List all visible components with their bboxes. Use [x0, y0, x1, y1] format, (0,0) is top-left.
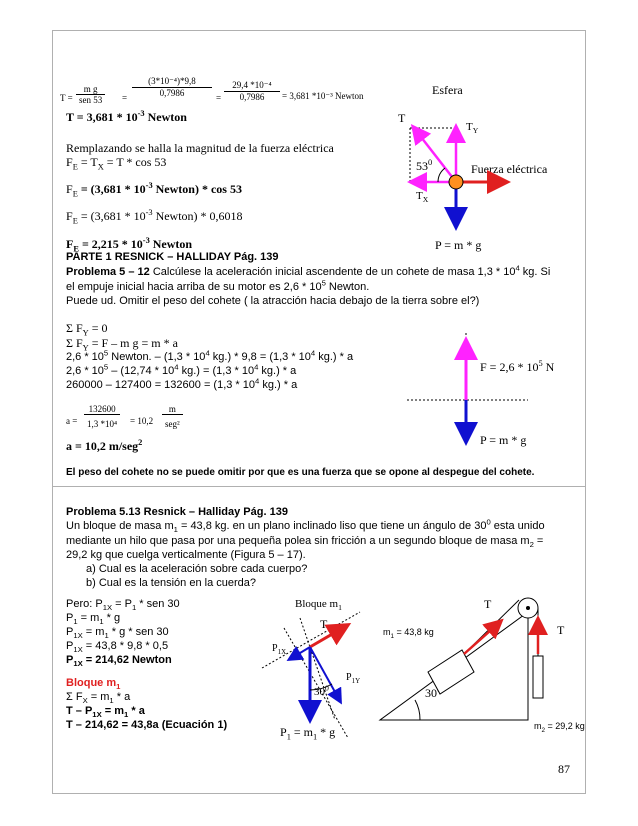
p2-text1-b: = 43,8 kg. en un plano inclinado liso que tiene un ángulo de 30 — [177, 520, 487, 532]
calc-l1-b: = P — [112, 598, 132, 610]
fbd-tension-label: T — [320, 617, 328, 631]
fbd-p1y-text: P — [346, 672, 352, 683]
accel-lhs: a = — [66, 416, 78, 426]
calc-line5: $P_{1X} = 214,62$ Newton — [66, 654, 172, 669]
angle-53-label: $53^0$ — [416, 158, 433, 173]
fe3-label: F — [66, 209, 73, 223]
weight-label: P = m * g — [435, 238, 482, 252]
problem-5-13-line2: mediante un hilo que pasa por una pequeña polea sin fricción a un segundo bloque de masa $m_2$ = — [66, 535, 544, 550]
fe-label: F — [66, 155, 73, 169]
thrust-exp: 5 — [538, 359, 543, 368]
problem-5-12-text1-end: kg. Si — [519, 266, 551, 278]
p2-text1-c: esta unido — [490, 520, 545, 532]
tx-label: $T_X$ — [416, 190, 429, 205]
eq1-line: $T - P_{1X} = m_1 * a$ — [66, 705, 145, 720]
fbd-bloque-text: Bloque m — [295, 598, 339, 610]
fbd-p1y-label: $P_{1Y}$ — [346, 672, 361, 685]
sum-fx-line: Σ $F_X = m_1 * a$ — [66, 691, 131, 706]
problem-5-12-text2: el empuje inicial hacia arriba de su motor es 2,6 * 10 — [66, 281, 322, 293]
accel-result-text: a = 10,2 m/seg — [66, 439, 139, 453]
fbd-p1x-text: P — [272, 643, 278, 654]
pulley-axle — [526, 606, 530, 610]
t-result-exp: -3 — [137, 109, 145, 118]
p2-text1: Un bloque de masa m — [66, 520, 174, 532]
calc-line1: Pero: $P_{1X} = P_1$ * sen 30 — [66, 598, 180, 613]
m1-text: m — [383, 627, 391, 637]
problem-5-13-line1: Un bloque de masa $m_1 = 43,8$ kg. en un plano inclinado liso que tiene un ángulo de $30^0$ esta unido — [66, 517, 545, 535]
calc-l5-b: = 214,62 Newton — [82, 654, 172, 666]
problem-5-12-exp1: 4 — [515, 263, 520, 273]
eq1-c: * a — [128, 705, 145, 717]
calc-l3-a: P — [66, 626, 74, 638]
eq-a-2: Newton. – (1,3 * 10 — [108, 351, 206, 363]
angle-53-text: 53 — [416, 159, 428, 173]
question-a: a) Cual es la aceleración sobre cada cuerpo? — [86, 563, 308, 575]
eq2-line: T – 214,62 = 43,8a (Ecuación 1) — [66, 719, 228, 731]
incline-tension-arrow-1 — [464, 622, 500, 654]
fraction-3-num: 29,4 *10⁻⁴ — [224, 80, 280, 92]
fe-equation-2: $F_E = (3,681 * 10^{-3}$ Newton) * cos 53 — [66, 181, 242, 199]
calc-l3-b: = m — [82, 626, 105, 638]
problem-5-12-text2-end: Newton. — [325, 281, 370, 293]
bloque-m1-text: Bloque m — [66, 677, 117, 689]
calc-l2-c: * g — [103, 612, 121, 624]
problem-5-12-text1: Calcúlese la aceleración inicial ascendente de un cohete de masa 1,3 * 10 — [149, 266, 516, 278]
fe-result: $F_E = 2,215 * 10^{-3}$ Newton — [66, 236, 193, 254]
m2-tail: = 29,2 kg — [545, 721, 585, 731]
esfera-label: Esfera — [432, 83, 463, 97]
calc-l2-a: P — [66, 612, 74, 624]
sum-fx-a: Σ F — [66, 691, 83, 703]
rocket-weight-label: P = m * g — [480, 433, 527, 447]
tension-label: T — [398, 111, 406, 125]
question-b: b) Cual es la tensión en la cuerda? — [86, 577, 256, 589]
tx-text: T — [416, 190, 423, 202]
p2-text2-b: = — [533, 535, 544, 547]
sum-fy-zero: Σ $F_Y = 0$ — [66, 321, 108, 338]
eq-c-2: kg.) * a — [259, 379, 298, 391]
eq-line-c: $260000 - 127400 = 132600 = (1,3 * 10^4$ kg.) * a — [66, 376, 298, 391]
parte-title: PARTE 1 RESNICK – HALLIDAY Pág. 139 — [66, 251, 279, 263]
calc-l4-b: = 43,8 * 9,8 * 0,5 — [82, 640, 169, 652]
eq1-b: = m — [101, 705, 125, 717]
fbd-p1x-label: $P_{1X}$ — [272, 643, 287, 656]
calc-line2: $P_1 = m_1 * g$ — [66, 612, 121, 627]
accel-unit-den: seg² — [165, 419, 180, 429]
fraction-mg-num: m g — [76, 84, 105, 95]
calc-l2-b: = m — [77, 612, 100, 624]
calc-line3: $P_{1X} = m_1 * g$ * sen 30 — [66, 626, 169, 641]
calc-line4: $P_{1X} = 43,8 * 9,8 * 0,5$ — [66, 640, 169, 655]
fbd-weight-label: $P_1 = m_1 * g$ — [280, 725, 336, 742]
sum-fy1-tail: = F – m g = m * a — [88, 336, 178, 350]
sum-fy-eq: Σ $F_Y = F - m$ g = m * a — [66, 336, 178, 353]
calc-l1-c: * sen 30 — [136, 598, 180, 610]
t-result-text: T = 3,681 * 10 — [66, 110, 138, 124]
fe4-exp: -3 — [142, 236, 150, 245]
problem-5-12-line3: Puede ud. Omitir el peso del cohete ( la atracción hacia debajo de la tierra sobre el?) — [66, 295, 480, 307]
eq-a-3: kg.) * 9,8 = (1,3 * 10 — [209, 351, 311, 363]
equals-1: = — [122, 93, 128, 103]
calc-l4-a: P — [66, 640, 74, 652]
accel-value: = 10,2 — [130, 416, 154, 426]
eq-b-3: kg.) = (1,3 * 10 — [178, 365, 255, 377]
fraction-mg-den: sen 53 — [79, 95, 103, 105]
incline-angle-text: 30 — [425, 686, 437, 700]
incline-tension-label-2: T — [557, 623, 565, 637]
thrust-text: F = 2,6 * 10 — [480, 360, 539, 374]
inline-result: = 3,681 *10⁻³ Newton — [282, 91, 364, 101]
fraction-3-den: 0,7986 — [239, 92, 265, 102]
sum-fy0-label: Σ F — [66, 321, 83, 335]
fbd-weight-c: * g — [317, 725, 336, 739]
fe2-label: F — [66, 182, 73, 196]
eq-b-2: – (12,74 * 10 — [108, 365, 175, 377]
eq-a-1: 2,6 * 10 — [66, 351, 104, 363]
fe2-exp: -3 — [145, 181, 153, 190]
m1-tail: = 43,8 kg — [394, 627, 434, 637]
incline-tension-label-1: T — [484, 597, 492, 611]
problem-5-13-title: Problema 5.13 Resnick – Halliday Pág. 139 — [66, 506, 288, 518]
formula-t-lhs: T = — [60, 93, 73, 103]
accel-result: a = 10,2 m/seg$^2$ — [66, 438, 143, 453]
fe3-end: Newton) * 0,6018 — [152, 209, 243, 223]
block-m2 — [533, 656, 543, 698]
eq-b-4: kg.) * a — [258, 365, 297, 377]
m2-label: $m_2 = 29,2$ kg — [534, 721, 585, 734]
calc-l5-a: P — [66, 654, 74, 666]
calc-l3-c: * g * sen 30 — [108, 626, 169, 638]
eq-line-b: $2,6 * 10^5 - (12,74 * 10^4$ $kg.) = (1,3 * 10^4$ kg.) * a — [66, 362, 297, 377]
eq-c-1: 260000 – 127400 = 132600 = (1,3 * 10 — [66, 379, 256, 391]
problem-5-12-exp2: 5 — [321, 278, 326, 288]
fe3-tail: = (3,681 * 10 — [77, 209, 146, 223]
fe4-label: F — [66, 237, 74, 251]
m1-label: $m_1 = 43,8$ kg — [383, 627, 434, 640]
accel-unit-num: m — [162, 404, 183, 415]
m2-text: m — [534, 721, 542, 731]
eq-b-1: 2,6 * 10 — [66, 365, 104, 377]
fbd-weight-a: P — [280, 725, 287, 739]
conclusion-text: El peso del cohete no se puede omitir por que es una fuerza que se opone al despegue del cohete. — [66, 467, 535, 478]
fe-equation-3: $F_E = (3,681 * 10^{-3}$ Newton) * 0,6018 — [66, 208, 243, 226]
incline-angle-arc — [415, 700, 420, 720]
fbd-angle-label: $30^0$ — [314, 683, 329, 698]
sum-fx-b: = m — [87, 691, 110, 703]
fraction-2-den: 0,7986 — [159, 88, 185, 98]
ty-label: $T_Y$ — [466, 121, 479, 136]
fe-equation: $F_E = T_X = T * \cos 53$ — [66, 155, 167, 172]
fuerza-electrica-label: Fuerza eléctrica — [471, 162, 548, 176]
fe4-tail: = 2,215 * 10 — [78, 237, 143, 251]
page-number: 87 — [558, 762, 570, 776]
accel-num: 132600 — [84, 404, 120, 415]
sum-fy0-tail: = 0 — [88, 321, 108, 335]
calc-l1-a: Pero: P — [66, 598, 103, 610]
fbd-bloque-label: Bloque $m_1$ — [295, 598, 342, 613]
remplazando-line: Remplazando se halla la magnitud de la fuerza eléctrica — [66, 141, 334, 155]
fbd-angle-text: 30 — [314, 686, 325, 698]
thrust-unit: N — [542, 360, 555, 374]
eq-line-a: $2,6 * 10^5$ Newton. – ($1,3 * 10^4$ $kg.) * 9,8 = (1,3 * 10^4$ kg.) * a — [66, 348, 354, 363]
p2-text2: mediante un hilo que pasa por una pequeña polea sin fricción a un segundo bloque de masa m — [66, 535, 530, 547]
bloque-m1-heading: Bloque $m_1$ — [66, 677, 121, 692]
fbd-weight-b: = m — [290, 725, 313, 739]
eq-a-4: kg.) * a — [315, 351, 354, 363]
problem-5-12-title: Problema 5 – 12 — [66, 266, 150, 278]
sum-fx-c: * a — [113, 691, 131, 703]
accel-den: 1,3 *10⁴ — [87, 419, 118, 429]
equals-2: = — [216, 93, 222, 103]
fe3-exp: -3 — [145, 208, 153, 217]
eq1-a: T – P — [66, 705, 93, 717]
ty-text: T — [466, 121, 473, 133]
fe4-end: Newton — [149, 237, 193, 251]
problem-5-13-line3: 29,2 kg que cuelga verticalmente (Figura 5 – 17). — [66, 549, 306, 561]
sum-fy1-label: Σ F — [66, 336, 83, 350]
fraction-2-num: (3*10⁻⁴)*9,8 — [132, 70, 212, 88]
t-result-unit: Newton — [144, 110, 187, 124]
